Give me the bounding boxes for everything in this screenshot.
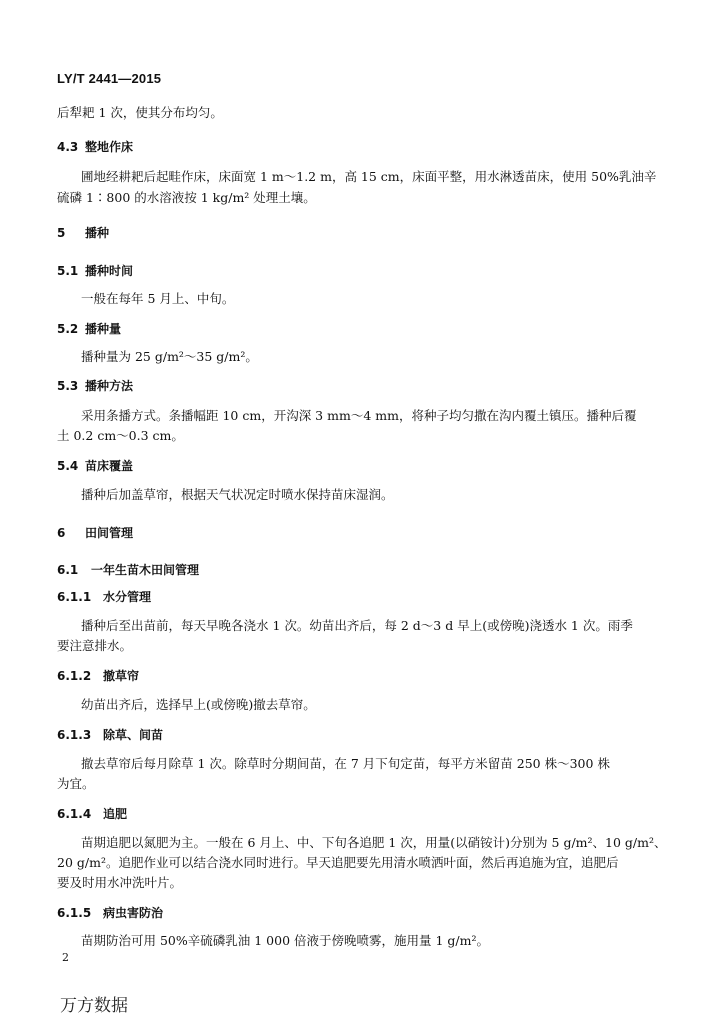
heading-5-1	[57, 262, 133, 280]
heading-number: 6.1.5	[57, 906, 92, 920]
paragraph-line: 土 0.2 cm～0.3 cm。	[57, 428, 184, 443]
heading-number: 5.3	[57, 379, 79, 393]
heading-number: 6.1.2	[57, 669, 92, 683]
heading-6-1-3	[57, 726, 163, 744]
heading-number: 5	[57, 226, 66, 240]
heading-title: 除草、间苗	[103, 728, 164, 742]
heading-title: 追肥	[103, 807, 128, 821]
heading-title: 苗床覆盖	[85, 459, 134, 473]
paragraph-line: 播种后加盖草帘，根据天气状况定时喷水保持苗床湿润。	[81, 487, 394, 502]
paragraph-line: 20 g/m²。追肥作业可以结合浇水同时进行。早天追肥要先用清水喷洒叶面，然后再追施为宜，追肥后	[57, 855, 619, 870]
heading-number: 4.3	[57, 140, 79, 154]
heading-6-1-4	[57, 805, 127, 823]
paragraph-line: 幼苗出齐后，选择早上(或傍晚)撤去草帘。	[81, 697, 316, 712]
heading-title: 田间管理	[85, 526, 134, 540]
heading-title: 播种量	[85, 322, 122, 336]
heading-5-4	[57, 457, 133, 475]
paragraph-line: 硫磷 1∶800 的水溶液按 1 kg/m² 处理土壤。	[57, 190, 316, 205]
heading-number: 6.1.4	[57, 807, 92, 821]
heading-title: 水分管理	[103, 590, 152, 604]
heading-4-3	[57, 138, 133, 156]
paragraph-line: 为宜。	[57, 776, 95, 791]
heading-5	[57, 224, 109, 242]
heading-6-1-5	[57, 904, 163, 922]
heading-title: 病虫害防治	[103, 906, 164, 920]
paragraph-line: 播种后至出苗前，每天早晚各浇水 1 次。幼苗出齐后，每 2 d～3 d 早上(或傍晚)浇透水 1 次。雨季	[81, 618, 633, 633]
heading-title: 播种	[85, 226, 110, 240]
heading-title: 播种时间	[85, 264, 134, 278]
paragraph-line: 圃地经耕耙后起畦作床，床面宽 1 m～1.2 m，高 15 cm，床面平整，用水淋透苗床，使用 50%乳油辛	[81, 169, 657, 184]
watermark: 万方数据	[60, 996, 128, 1016]
heading-5-3	[57, 377, 133, 395]
heading-number: 5.2	[57, 322, 79, 336]
page-number: 2	[62, 951, 69, 964]
paragraph-line: 要注意排水。	[57, 638, 133, 653]
heading-5-2	[57, 320, 121, 338]
paragraph-line: 苗期追肥以氮肥为主。一般在 6 月上、中、下旬各追肥 1 次，用量(以硝铵计)分别为 5 g/m²、10 g/m²、	[81, 835, 667, 850]
heading-6	[57, 524, 133, 542]
heading-title: 撤草帘	[103, 669, 140, 683]
heading-number: 5.4	[57, 459, 79, 473]
paragraph-line: 撤去草帘后每月除草 1 次。除草时分期间苗，在 7 月下旬定苗，每平方米留苗 250 株～300 株	[81, 756, 610, 771]
heading-6-1	[57, 561, 199, 579]
heading-number: 6.1.1	[57, 590, 92, 604]
heading-number: 6	[57, 526, 66, 540]
paragraph-line: 苗期防治可用 50%辛硫磷乳油 1 000 倍液于傍晚喷雾，施用量 1 g/m²。	[81, 933, 489, 948]
paragraph-line: 采用条播方式。条播幅距 10 cm，开沟深 3 mm～4 mm，将种子均匀撒在沟内覆土镇压。播种后覆	[81, 408, 637, 423]
standard-code: LY/T 2441—2015	[57, 71, 162, 86]
paragraph-line: 要及时用水冲洗叶片。	[57, 875, 183, 890]
heading-6-1-1	[57, 588, 151, 606]
heading-number: 6.1	[57, 563, 79, 577]
heading-number: 6.1.3	[57, 728, 92, 742]
heading-title: 播种方法	[85, 379, 134, 393]
heading-title: 一年生苗木田间管理	[91, 563, 200, 577]
paragraph-continued: 后犁耙 1 次，使其分布均匀。	[57, 105, 223, 120]
paragraph-line: 播种量为 25 g/m²～35 g/m²。	[81, 349, 258, 364]
paragraph-line: 一般在每年 5 月上、中旬。	[81, 291, 235, 306]
heading-title: 整地作床	[85, 140, 134, 154]
heading-6-1-2	[57, 667, 139, 685]
heading-number: 5.1	[57, 264, 79, 278]
